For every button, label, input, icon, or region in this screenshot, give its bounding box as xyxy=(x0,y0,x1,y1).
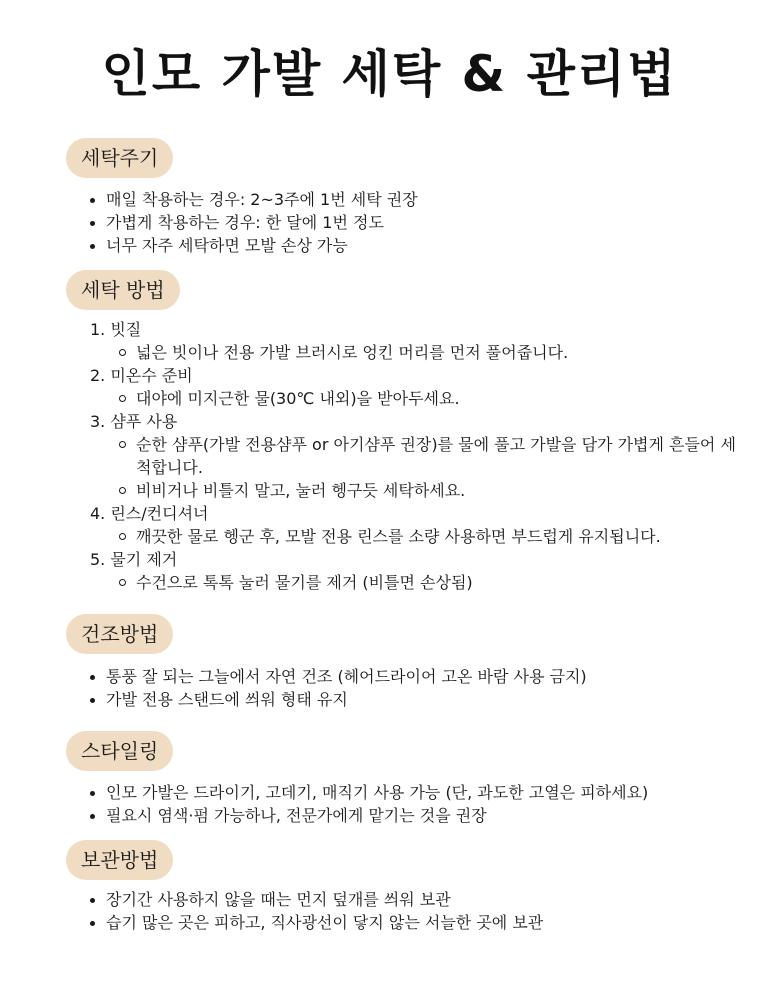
list-item: 필요시 염색·펌 가능하나, 전문가에게 맡기는 것을 권장 xyxy=(88,804,648,827)
section-heading-styling: 스타일링 xyxy=(66,731,173,771)
step-item xyxy=(90,502,750,548)
step-details xyxy=(90,387,750,410)
list-item: 매일 착용하는 경우: 2~3주에 1번 세탁 권장 xyxy=(88,188,418,211)
step-details xyxy=(90,433,750,502)
list-item: 가볍게 착용하는 경우: 한 달에 1번 정도 xyxy=(88,211,418,234)
storage-list xyxy=(88,888,543,934)
step-label: 2. 미온수 준비 xyxy=(90,366,193,385)
list-item: 습기 많은 곳은 피하고, 직사광선이 닿지 않는 서늘한 곳에 보관 xyxy=(88,911,543,934)
step-item xyxy=(90,410,750,502)
step-label: 4. 린스/컨디셔너 xyxy=(90,504,209,523)
step-label: 3. 샴푸 사용 xyxy=(90,412,178,431)
step-detail: 대야에 미지근한 물(30℃ 내외)을 받아두세요. xyxy=(116,387,750,410)
list-item: 가발 전용 스탠드에 씌워 형태 유지 xyxy=(88,688,587,711)
step-label: 1. 빗질 xyxy=(90,320,142,339)
list-item: 인모 가발은 드라이기, 고데기, 매직기 사용 가능 (단, 과도한 고열은 피하세요) xyxy=(88,781,648,804)
step-details xyxy=(90,571,750,594)
step-detail: 수건으로 톡톡 눌러 물기를 제거 (비틀면 손상됨) xyxy=(116,571,750,594)
step-item xyxy=(90,548,750,594)
method-steps xyxy=(90,318,750,594)
step-details xyxy=(90,341,750,364)
section-heading-storage: 보관방법 xyxy=(66,840,173,880)
list-item: 장기간 사용하지 않을 때는 먼지 덮개를 씌워 보관 xyxy=(88,888,543,911)
page-title: 인모 가발 세탁 & 관리법 xyxy=(101,45,678,103)
step-detail: 순한 샴푸(가발 전용샴푸 or 아기샴푸 권장)를 물에 풀고 가발을 담가 가볍게 흔들어 세척합니다. xyxy=(116,433,750,479)
frequency-list xyxy=(88,188,418,257)
section-heading-drying: 건조방법 xyxy=(66,614,173,654)
section-heading-frequency: 세탁주기 xyxy=(66,138,173,178)
list-item: 통풍 잘 되는 그늘에서 자연 건조 (헤어드라이어 고온 바람 사용 금지) xyxy=(88,665,587,688)
section-heading-method: 세탁 방법 xyxy=(66,270,180,310)
step-detail: 깨끗한 물로 헹군 후, 모발 전용 린스를 소량 사용하면 부드럽게 유지됩니다. xyxy=(116,525,750,548)
step-label: 5. 물기 제거 xyxy=(90,550,178,569)
step-detail: 넓은 빗이나 전용 가발 브러시로 엉킨 머리를 먼저 풀어줍니다. xyxy=(116,341,750,364)
step-item xyxy=(90,318,750,364)
step-details xyxy=(90,525,750,548)
step-detail: 비비거나 비틀지 말고, 눌러 헹구듯 세탁하세요. xyxy=(116,479,750,502)
step-item xyxy=(90,364,750,410)
drying-list xyxy=(88,665,587,711)
styling-list xyxy=(88,781,648,827)
list-item: 너무 자주 세탁하면 모발 손상 가능 xyxy=(88,234,418,257)
